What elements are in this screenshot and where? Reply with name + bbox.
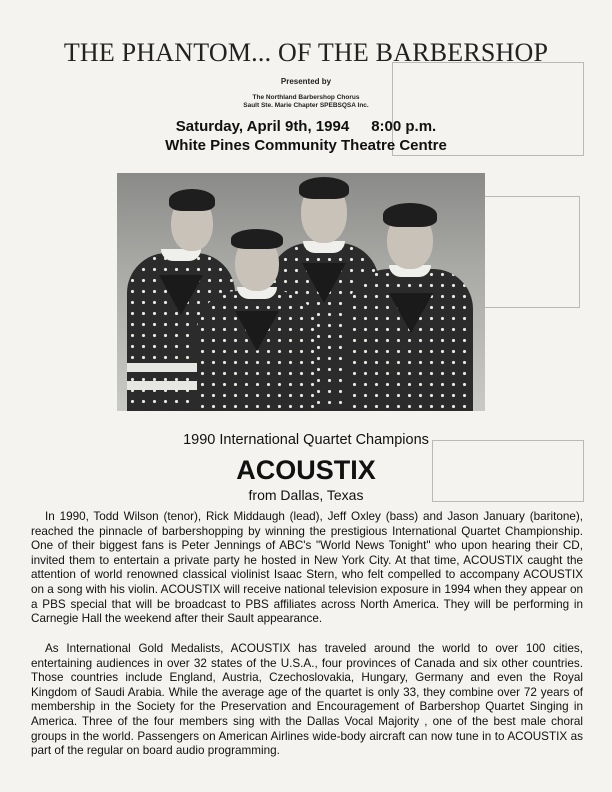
event-datetime [0, 118, 612, 135]
show-through-box [478, 196, 580, 308]
body-paragraph: In 1990, Todd Wilson (tenor), Rick Middaugh (lead), Jeff Oxley (bass) and Jason January (baritone), reached the pinnacle of barbershopping by winning the prestigious International Quartet Championship. One of their biggest fans is Peter Jennings of ABC's "World News Tonight" who upon hearing their CD, invited them to entertain a private party he hosted in New York City. At that time, ACOUSTIX caught the attention of world renowned classical violinist Isaac Stern, who felt compelled to accompany ACOUSTIX on a song with his violin. ACOUSTIX will receive national television exposure in 1994 when they appear on a PBS special that will be broadcast to PBS affiliates across North America. They will be performing in Carnegie Hall the weekend after their Sault appearance. [31, 510, 583, 626]
quartet-subtitle: 1990 International Quartet Champions [183, 432, 429, 448]
presented-by: Presented by [280, 77, 332, 86]
event-time: 8:00 p.m. [371, 118, 437, 135]
quartet-photo [117, 173, 485, 411]
event-date: Saturday, April 9th, 1994 [175, 118, 350, 135]
event-venue: White Pines Community Theatre Centre [165, 137, 447, 154]
body-paragraph: As International Gold Medalists, ACOUSTIX has traveled around the world to over 100 cities, entertaining audiences in over 32 states of the U.S.A., four provinces of Canada and six other countries. Those countries include England, Austria, Czechoslovakia, Hungary, Germany and even the Royal Kingdom of Saudi Arabia. While the average age of the quartet is only 33, they combine over 72 years of membership in the Society for the Preservation and Encouragement of Barbershop Quartet Singing in America. Three of the four members sing with the Dallas Vocal Majority , one of the best male choral groups in the world. Passengers on American Airlines wide-body aircraft can now tune in to ACOUSTIX as part of the regular on board audio programming. [31, 642, 583, 758]
quartet-name: ACOUSTIX [236, 455, 376, 485]
page-title: THE PHANTOM... OF THE BARBERSHOP [63, 38, 549, 67]
quartet-origin: from Dallas, Texas [248, 487, 364, 503]
presenter-name [0, 94, 612, 110]
chorus-name: The Northland Barbershop Chorus [252, 94, 360, 101]
chapter-name: Sault Ste. Marie Chapter SPEBSQSA Inc. [243, 102, 369, 109]
